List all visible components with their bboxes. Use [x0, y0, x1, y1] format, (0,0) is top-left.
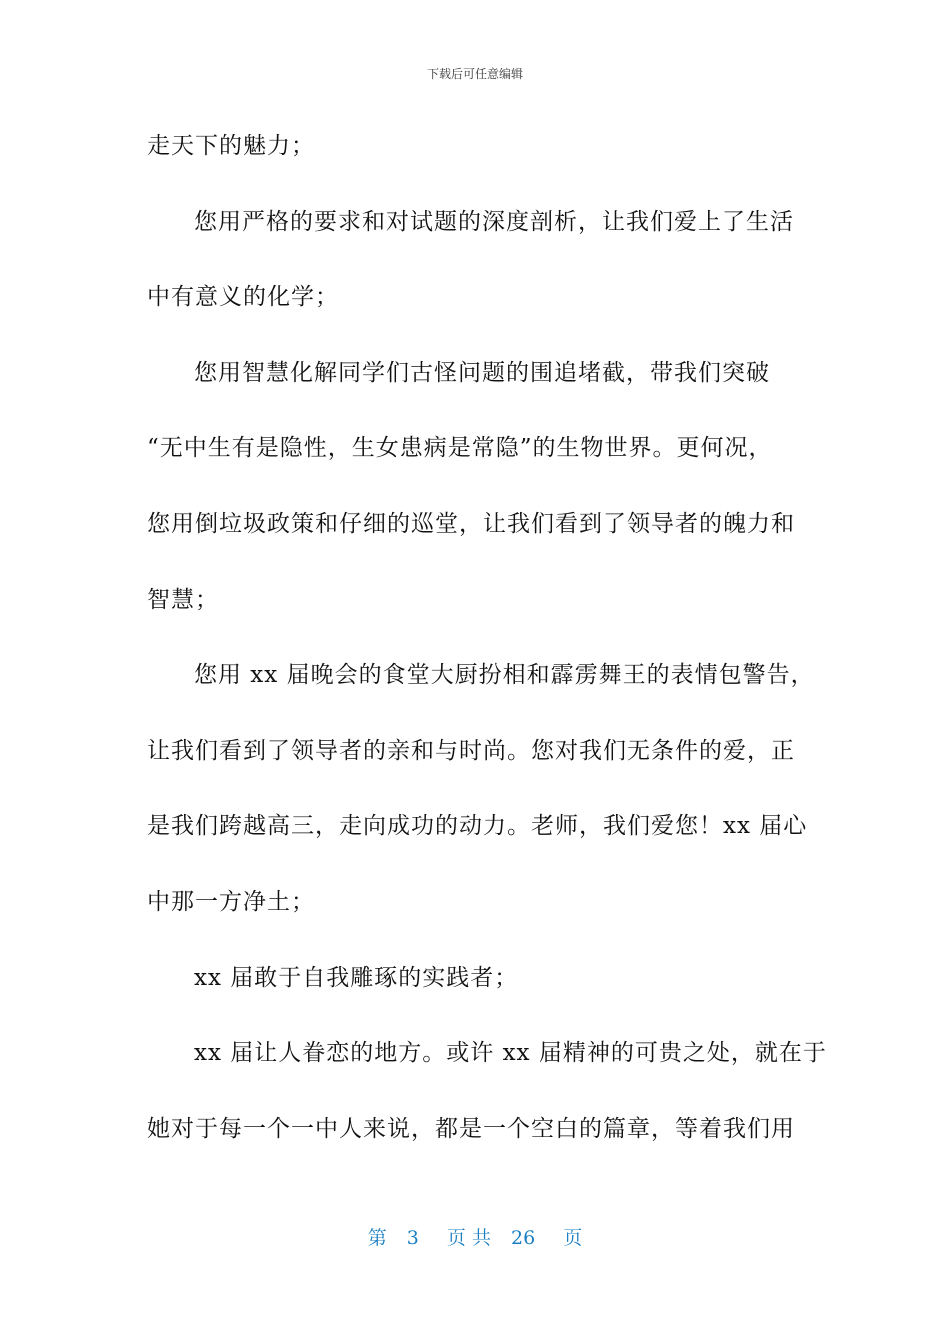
paragraph-line-10: 是我们跨越高三，走向成功的动力。老师，我们爱您！xx 届心 [147, 813, 808, 840]
page-footer [0, 1224, 950, 1252]
paragraph-line-11: 中那一方净土； [147, 888, 315, 915]
paragraph-line-14: 她对于每一个一中人来说，都是一个空白的篇章，等着我们用 [147, 1115, 795, 1142]
footer-middle: 页 共 [446, 1227, 491, 1249]
footer-prefix: 第 [367, 1227, 387, 1249]
paragraph-line-12: xx 届敢于自我雕琢的实践者； [194, 964, 519, 991]
paragraph-line-8: 您用 xx 届晚会的食堂大厨扮相和霹雳舞王的表情包警告， [194, 662, 815, 689]
footer-suffix: 页 [563, 1227, 583, 1249]
total-page-count: 26 [511, 1227, 536, 1249]
current-page-number: 3 [406, 1227, 419, 1249]
paragraph-line-6: 您用倒垃圾政策和仔细的巡堂，让我们看到了领导者的魄力和 [147, 510, 795, 537]
paragraph-line-2: 您用严格的要求和对试题的深度剖析，让我们爱上了生活 [194, 208, 794, 235]
paragraph-line-9: 让我们看到了领导者的亲和与时尚。您对我们无条件的爱，正 [147, 737, 795, 764]
page-header: 下载后可任意编辑 [426, 67, 523, 81]
paragraph-line-7: 智慧； [147, 586, 219, 613]
paragraph-line-4: 您用智慧化解同学们古怪问题的围追堵截，带我们突破 [194, 359, 770, 386]
paragraph-line-3: 中有意义的化学； [147, 284, 339, 311]
paragraph-line-5: “无中生有是隐性，生女患病是常隐”的生物世界。更何况， [147, 435, 773, 462]
document-body [147, 121, 827, 1179]
paragraph-line-13: xx 届让人眷恋的地方。或许 xx 届精神的可贵之处，就在于 [194, 1040, 827, 1067]
paragraph-line-1: 走天下的魅力； [147, 133, 315, 159]
